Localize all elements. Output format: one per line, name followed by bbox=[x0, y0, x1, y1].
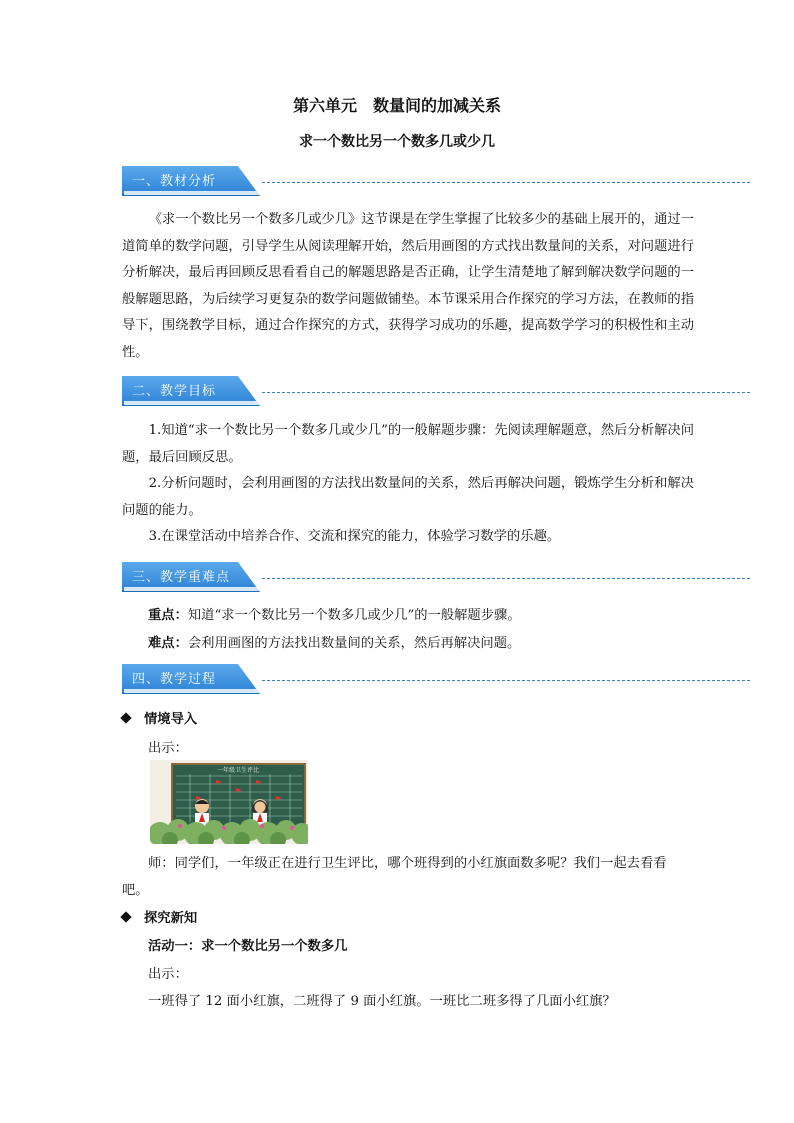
dashed-divider bbox=[262, 182, 750, 183]
classroom-illustration bbox=[150, 760, 308, 844]
dashed-divider bbox=[262, 680, 750, 681]
key-text: 知道“求一个数比另一个数多几或少几”的一般解题步骤。 bbox=[187, 608, 521, 623]
section-label: 四、教学过程 bbox=[132, 672, 217, 687]
analysis-text: 《求一个数比另一个数多几或少几》这节课是在学生掌握了比较多少的基础上展开的，通过一道简单的数学问题，引导学生从阅读理解开始，然后用画图的方式找出数量间的关系，对问题进行分析解决，最后再回顾反思看看自己的解题思路是否正确，让学生清楚地了解到解决数学问题的一般解题思路，为后续学习更复杂的数学问题做铺垫。本节课采用合作探究的学习方法，在教师的指导下，围绕教学目标，通过合作探究的方式，获得学习成功的乐趣，提高数学学习的积极性和主动性。 bbox=[122, 212, 694, 360]
dashed-divider bbox=[262, 578, 750, 579]
section-label: 一、教材分析 bbox=[132, 174, 217, 189]
difficulty-line bbox=[148, 632, 520, 651]
section-header-key-points bbox=[122, 562, 750, 592]
diamond-bullet-icon bbox=[120, 911, 131, 922]
explore-heading-row bbox=[122, 907, 197, 926]
section-header-goals bbox=[122, 376, 750, 406]
section-label: 三、教学重难点 bbox=[132, 570, 231, 585]
goal-item: 2.分析问题时，会利用画图的方法找出数量间的关系，然后再解决问题，锻炼学生分析和解决问题的能力。 bbox=[122, 476, 694, 518]
intro-heading: 情境导入 bbox=[144, 712, 198, 727]
key-label: 重点： bbox=[148, 608, 188, 623]
teacher-line-2: 吧。 bbox=[122, 883, 149, 898]
goal-item: 1.知道“求一个数比另一个数多几或少几”的一般解题步骤：先阅读理解题意，然后分析解决问题，最后回顾反思。 bbox=[122, 423, 694, 465]
difficulty-text: 会利用画图的方法找出数量间的关系，然后再解决问题。 bbox=[187, 636, 521, 651]
goal-item: 3.在课堂活动中培养合作、交流和探究的能力，体验学习数学的乐趣。 bbox=[148, 529, 561, 544]
key-point-line bbox=[148, 604, 521, 623]
difficulty-label: 难点： bbox=[148, 636, 188, 651]
diamond-bullet-icon bbox=[120, 712, 131, 723]
intro-heading-row bbox=[122, 708, 197, 727]
activity-heading: 活动一：求一个数比另一个数多几 bbox=[148, 939, 348, 954]
show-label-2: 出示： bbox=[148, 967, 188, 982]
lesson-title: 求一个数比另一个数多几或少几 bbox=[299, 134, 495, 150]
board-title: 一年级卫生评比 bbox=[216, 767, 260, 774]
goals-list bbox=[122, 418, 694, 551]
problem-text: 一班得了 12 面小红旗，二班得了 9 面小红旗。一班比二班多得了几面小红旗？ bbox=[148, 994, 616, 1009]
page-title: 第六单元 数量间的加减关系 bbox=[292, 96, 501, 115]
show-label-1: 出示： bbox=[148, 741, 188, 756]
section-label: 二、教学目标 bbox=[132, 384, 217, 399]
section-header-analysis bbox=[122, 166, 750, 196]
dashed-divider bbox=[262, 392, 750, 393]
section-header-process bbox=[122, 664, 750, 694]
analysis-paragraph bbox=[122, 207, 694, 366]
explore-heading: 探究新知 bbox=[144, 911, 198, 926]
teacher-line-1: 师：同学们，一年级正在进行卫生评比，哪个班得到的小红旗面数多呢？我们一起去看看 bbox=[148, 856, 667, 871]
